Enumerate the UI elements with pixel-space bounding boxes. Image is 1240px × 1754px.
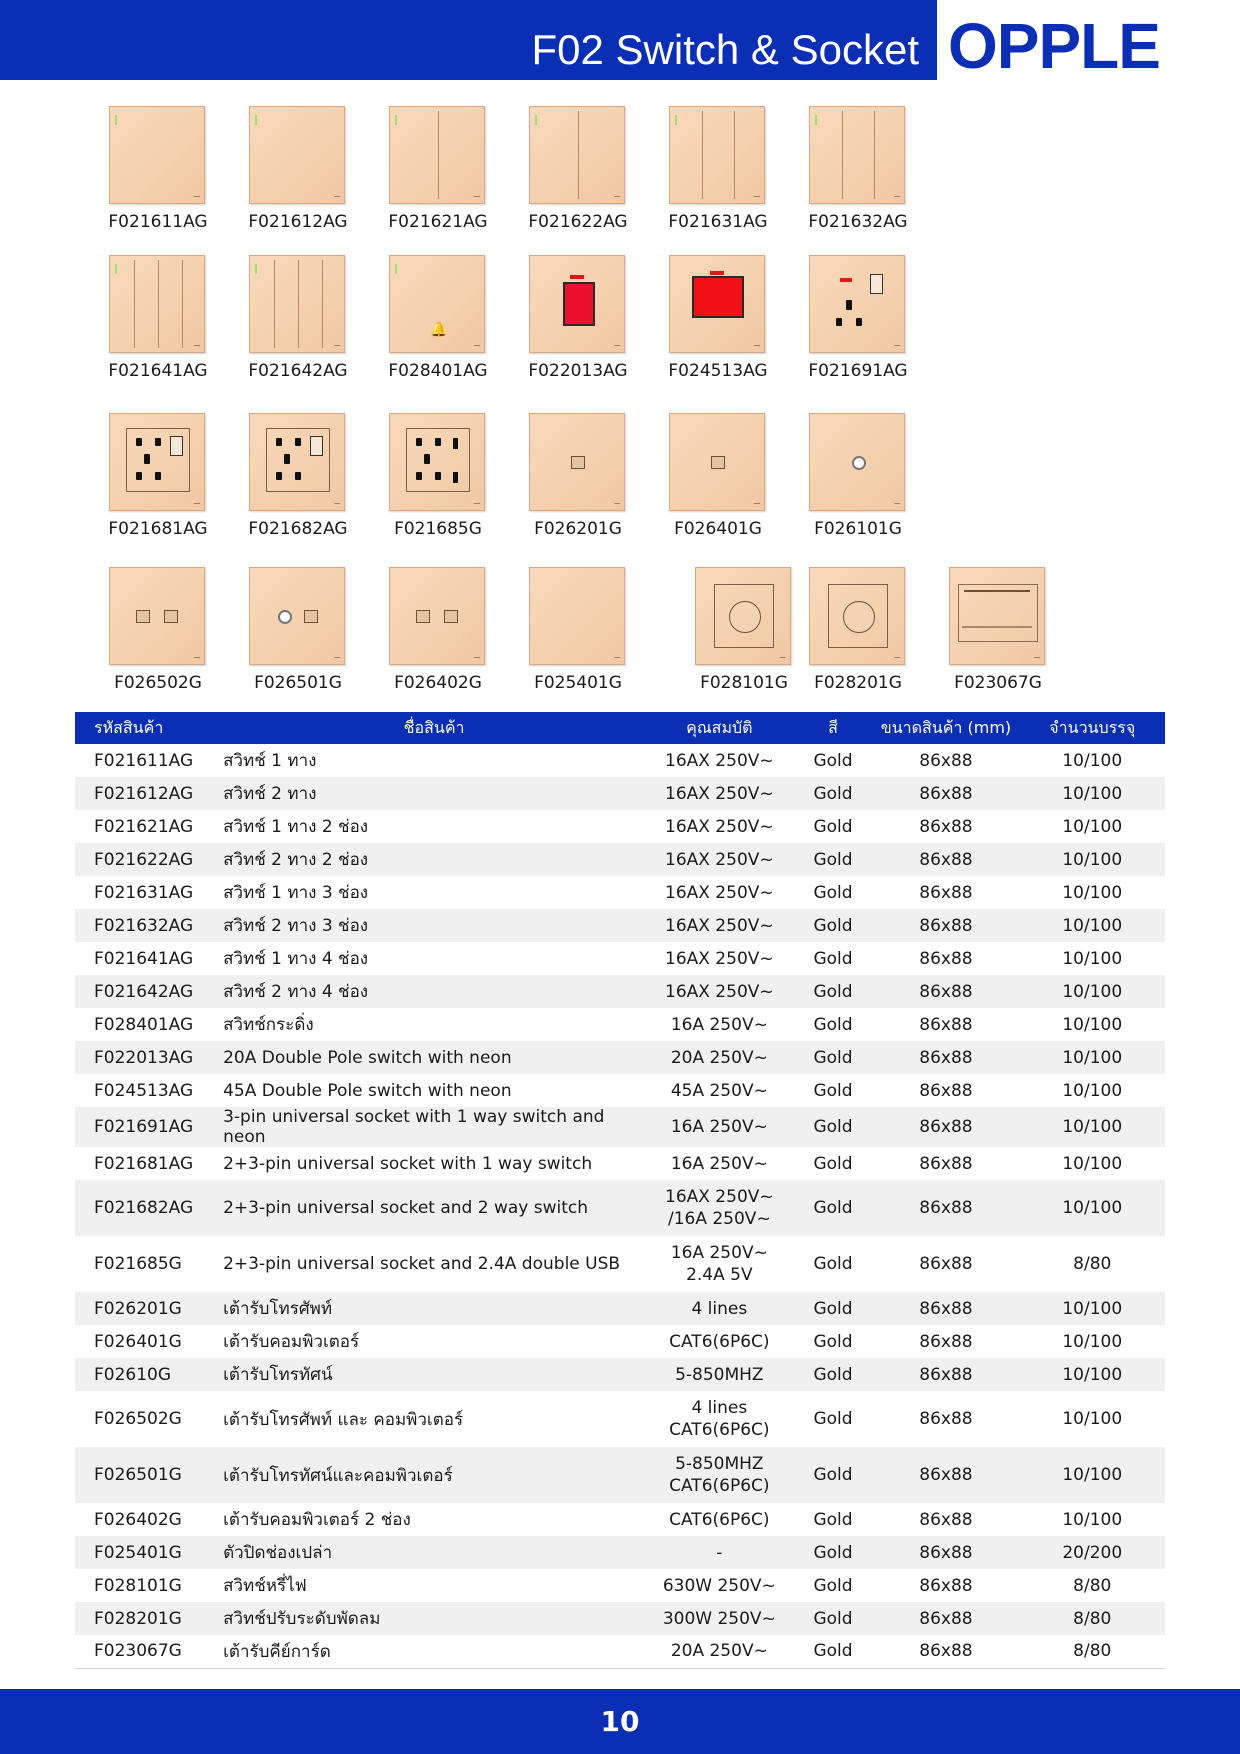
cell-pack: 8/80 <box>1073 1254 1112 1274</box>
cell-name: สวิทช์ 2 ทาง 4 ช่อง <box>223 975 645 1008</box>
table-row <box>75 1358 1165 1391</box>
cell-property <box>645 1447 794 1503</box>
cell-property: 16AX 250V~ <box>665 948 774 969</box>
cell-property-line: 5-850MHZ <box>675 1454 764 1474</box>
cell-property-line: 4 lines <box>691 1398 748 1418</box>
cell-property-line: CAT6(6P6C) <box>669 1476 770 1496</box>
header-pack: จำนวนบรรจุ <box>1020 712 1165 744</box>
table-row <box>75 777 1165 810</box>
product-code: F024513AG <box>668 361 768 381</box>
table-row <box>75 975 1165 1008</box>
table-row <box>75 1569 1165 1602</box>
cell-color: Gold <box>813 1254 853 1274</box>
cell-size: 86x88 <box>919 1575 973 1596</box>
product-code: F021611AG <box>108 212 208 232</box>
product-card <box>778 106 938 246</box>
header-code: รหัสสินค้า <box>75 712 223 744</box>
computer-jack-icon <box>669 413 765 511</box>
cell-pack: 10/100 <box>1020 1107 1165 1147</box>
cell-pack: 10/100 <box>1020 975 1165 1008</box>
universal-socket-usb-icon <box>389 413 485 511</box>
table-row <box>75 876 1165 909</box>
product-card <box>778 567 938 707</box>
cell-pack: 10/100 <box>1020 909 1165 942</box>
cell-property: 5-850MHZ <box>645 1358 794 1391</box>
cell-color: Gold <box>794 1041 873 1074</box>
universal-socket-switch-icon <box>249 413 345 511</box>
product-card <box>638 255 798 395</box>
cell-color: Gold <box>813 1575 853 1596</box>
product-card <box>78 567 238 707</box>
cell-pack: 10/100 <box>1062 1153 1123 1174</box>
cell-name: สวิทช์ 2 ทาง <box>223 777 645 810</box>
cell-color: Gold <box>794 1447 873 1503</box>
table-row <box>75 1391 1165 1447</box>
table-row <box>75 909 1165 942</box>
cell-pack: 10/100 <box>1020 1358 1165 1391</box>
cell-name: สวิทช์หรี่ไฟ <box>223 1576 307 1596</box>
cell-property: 16AX 250V~ <box>665 882 774 903</box>
cell-name: เต้ารับคีย์การ์ด <box>223 1635 645 1668</box>
table-row <box>75 942 1165 975</box>
cell-code: F026402G <box>94 1509 182 1530</box>
product-card <box>638 413 798 553</box>
cell-pack: 10/100 <box>1020 1041 1165 1074</box>
cell-name: 20A Double Pole switch with neon <box>223 1041 645 1074</box>
cell-property: 300W 250V~ <box>645 1602 794 1635</box>
cell-size: 86x88 <box>872 1180 1019 1236</box>
page-number: 10 <box>600 1705 640 1738</box>
cell-property-line: CAT6(6P6C) <box>669 1420 770 1440</box>
product-code: F028401AG <box>388 361 488 381</box>
cell-pack: 10/100 <box>1020 1180 1165 1236</box>
product-card <box>218 106 378 246</box>
cell-property-line: 16AX 250V~ <box>665 1187 774 1207</box>
header-size: ขนาดสินค้า (mm) <box>872 712 1019 744</box>
cell-property: CAT6(6P6C) <box>669 1509 770 1530</box>
cell-size: 86x88 <box>872 843 1019 876</box>
cell-pack: 10/100 <box>1062 1331 1123 1352</box>
product-code: F021691AG <box>808 361 908 381</box>
cell-color: Gold <box>813 750 853 771</box>
table-row <box>75 1292 1165 1325</box>
product-card <box>78 255 238 395</box>
cell-code: F021622AG <box>75 843 223 876</box>
cell-code: F023067G <box>75 1635 223 1668</box>
key-card-switch-icon <box>949 567 1045 665</box>
table-row <box>75 810 1165 843</box>
cell-size: 86x88 <box>872 1536 1019 1569</box>
cell-size: 86x88 <box>919 1509 973 1530</box>
product-code: F025401G <box>534 673 622 693</box>
cell-code: F021685G <box>94 1254 182 1274</box>
cell-pack: 10/100 <box>1062 816 1123 837</box>
cell-property: 16AX 250V~ <box>665 750 774 771</box>
table-row <box>75 1180 1165 1236</box>
cell-size: 86x88 <box>872 1292 1019 1325</box>
cell-color: Gold <box>794 1358 873 1391</box>
cell-size: 86x88 <box>872 1107 1019 1147</box>
cell-property: 16AX 250V~ <box>645 777 794 810</box>
cell-size: 86x88 <box>919 1014 973 1035</box>
universal-socket-switch-icon <box>109 413 205 511</box>
product-code: F026501G <box>254 673 342 693</box>
product-card <box>78 413 238 553</box>
cell-code: F026201G <box>75 1292 223 1325</box>
cell-color: Gold <box>813 948 853 969</box>
cell-color: Gold <box>813 1153 853 1174</box>
cell-name: 2+3-pin universal socket and 2.4A double USB <box>223 1254 621 1274</box>
cell-name: เต้ารับโทรทัศน์และคอมพิวเตอร์ <box>223 1447 645 1503</box>
cell-color: Gold <box>794 975 873 1008</box>
product-card <box>778 413 938 553</box>
cell-property: CAT6(6P6C) <box>669 1331 770 1352</box>
switch-2-gang-icon <box>389 106 485 204</box>
table-header-row <box>75 712 1165 744</box>
cell-size: 86x88 <box>919 948 973 969</box>
cell-name: 3-pin universal socket with 1 way switch and neon <box>223 1107 645 1147</box>
cell-color: Gold <box>813 1331 853 1352</box>
product-code: F021642AG <box>248 361 348 381</box>
cell-size: 86x88 <box>872 777 1019 810</box>
table-row <box>75 744 1165 777</box>
cell-code: F026502G <box>94 1409 182 1429</box>
cell-size: 86x88 <box>872 1447 1019 1503</box>
cell-color: Gold <box>794 1602 873 1635</box>
cell-code: F021612AG <box>75 777 223 810</box>
table-row <box>75 1447 1165 1503</box>
cell-color: Gold <box>813 1509 853 1530</box>
product-card <box>918 567 1078 707</box>
cell-property: 16AX 250V~ <box>645 975 794 1008</box>
cell-pack: 10/100 <box>1062 882 1123 903</box>
cell-size: 86x88 <box>919 1409 973 1429</box>
cell-code: F021632AG <box>75 909 223 942</box>
product-code: F021682AG <box>248 519 348 539</box>
cell-code: F021641AG <box>94 948 194 969</box>
header-color: สี <box>794 712 873 744</box>
cell-code: F021691AG <box>75 1107 223 1147</box>
cell-property: 630W 250V~ <box>662 1575 776 1596</box>
table-row <box>75 1147 1165 1180</box>
cell-name: สวิทช์ 1 ทาง 3 ช่อง <box>223 883 369 903</box>
cell-property: - <box>645 1536 794 1569</box>
product-code: F021681AG <box>108 519 208 539</box>
cell-name: สวิทช์ 1 ทาง 4 ช่อง <box>223 949 369 969</box>
switch-1-gang-icon <box>249 106 345 204</box>
table-row <box>75 1008 1165 1041</box>
product-code: F028201G <box>814 673 902 693</box>
cell-size: 86x88 <box>919 1254 973 1274</box>
cell-name: ตัวปิดช่องเปล่า <box>223 1536 645 1569</box>
product-code: F021631AG <box>668 212 768 232</box>
cell-code: F024513AG <box>94 1080 194 1101</box>
dimmer-knob-icon <box>695 567 791 665</box>
cell-size: 86x88 <box>872 1635 1019 1668</box>
cell-size: 86x88 <box>919 882 973 903</box>
cell-size: 86x88 <box>919 750 973 771</box>
cell-property: 20A 250V~ <box>645 1041 794 1074</box>
product-card <box>358 106 518 246</box>
tv-coax-icon <box>809 413 905 511</box>
cell-property <box>645 1180 794 1236</box>
cell-code: F021642AG <box>75 975 223 1008</box>
cell-property: 16A 250V~ <box>670 1153 768 1174</box>
cell-color: Gold <box>813 1409 853 1429</box>
product-code: F021621AG <box>388 212 488 232</box>
cell-color: Gold <box>813 1080 853 1101</box>
cell-property: 4 lines <box>645 1292 794 1325</box>
cell-code: F02610G <box>75 1358 223 1391</box>
cell-code: F028101G <box>94 1575 182 1596</box>
cell-size: 86x88 <box>872 1041 1019 1074</box>
product-code: F026502G <box>114 673 202 693</box>
table-row <box>75 1602 1165 1635</box>
page-title: F02 Switch & Socket <box>531 26 919 73</box>
double-pole-switch-icon <box>529 255 625 353</box>
product-card <box>358 255 518 395</box>
cell-code: F025401G <box>75 1536 223 1569</box>
product-gallery <box>0 0 1240 700</box>
cell-pack: 10/100 <box>1020 1447 1165 1503</box>
cell-property <box>645 1391 794 1447</box>
switch-1-gang-icon <box>109 106 205 204</box>
cell-code: F022013AG <box>75 1041 223 1074</box>
product-card <box>498 106 658 246</box>
product-code: F028101G <box>700 673 788 693</box>
spec-table <box>75 712 1165 1669</box>
cell-code: F021681AG <box>94 1153 194 1174</box>
cell-color: Gold <box>813 882 853 903</box>
cell-pack: 10/100 <box>1062 1014 1123 1035</box>
cell-pack: 10/100 <box>1020 777 1165 810</box>
cell-property: 16AX 250V~ <box>665 816 774 837</box>
cell-name: สวิทช์ 2 ทาง 2 ช่อง <box>223 843 645 876</box>
cell-color: Gold <box>794 1635 873 1668</box>
cell-name: 2+3-pin universal socket and 2 way switch <box>223 1180 645 1236</box>
cell-code: F026501G <box>75 1447 223 1503</box>
product-card <box>638 106 798 246</box>
product-card <box>218 413 378 553</box>
header-property: คุณสมบัติ <box>645 712 794 744</box>
cell-property: 16A 250V~ <box>670 1014 768 1035</box>
cell-color: Gold <box>794 843 873 876</box>
cell-color: Gold <box>794 1292 873 1325</box>
product-code: F026201G <box>534 519 622 539</box>
product-code: F021641AG <box>108 361 208 381</box>
cell-name: เต้ารับโทรศัพท์ <box>223 1292 645 1325</box>
double-pole-switch-large-icon <box>669 255 765 353</box>
cell-code: F028401AG <box>94 1014 194 1035</box>
table-row <box>75 1041 1165 1074</box>
table-row <box>75 1503 1165 1536</box>
cell-pack: 20/200 <box>1020 1536 1165 1569</box>
product-code: F021685G <box>394 519 482 539</box>
cell-property: 16AX 250V~ <box>645 909 794 942</box>
cell-property-line: /16A 250V~ <box>667 1209 771 1229</box>
cell-name: เต้ารับโทรศัพท์ และ คอมพิวเตอร์ <box>223 1409 464 1430</box>
switch-3-gang-icon <box>809 106 905 204</box>
table-row <box>75 1536 1165 1569</box>
cell-color: Gold <box>813 1014 853 1035</box>
cell-size: 86x88 <box>919 1153 973 1174</box>
cell-name: เต้ารับคอมพิวเตอร์ <box>223 1332 360 1352</box>
double-jack-icon <box>389 567 485 665</box>
cell-name: สวิทช์กระดิ่ง <box>223 1015 314 1035</box>
cell-property: 16A 250V~ <box>645 1107 794 1147</box>
cell-code: F021621AG <box>94 816 194 837</box>
table-body <box>75 744 1165 1668</box>
product-code: F026101G <box>814 519 902 539</box>
opple-logo: OPPLE <box>948 10 1160 82</box>
cell-size: 86x88 <box>872 1602 1019 1635</box>
product-code: F023067G <box>954 673 1042 693</box>
cell-color: Gold <box>794 1180 873 1236</box>
cell-code: F021682AG <box>75 1180 223 1236</box>
universal-socket-switch-neon-icon <box>809 255 905 353</box>
cell-name: สวิทช์ปรับระดับพัดลม <box>223 1602 645 1635</box>
product-card <box>498 567 658 707</box>
table-row <box>75 843 1165 876</box>
product-code: F021632AG <box>808 212 908 232</box>
cell-pack: 8/80 <box>1020 1602 1165 1635</box>
product-card <box>358 567 518 707</box>
cell-color: Gold <box>794 1536 873 1569</box>
table-row <box>75 1107 1165 1147</box>
cell-pack: 10/100 <box>1062 948 1123 969</box>
cell-name: เต้ารับคอมพิวเตอร์ 2 ช่อง <box>223 1510 411 1530</box>
cell-name: สวิทช์ 1 ทาง <box>223 751 317 771</box>
blank-plate-icon <box>529 567 625 665</box>
cell-pack: 10/100 <box>1062 1509 1123 1530</box>
product-code: F022013AG <box>528 361 628 381</box>
cell-pack: 10/100 <box>1062 1409 1123 1429</box>
switch-4-gang-icon <box>109 255 205 353</box>
cell-size: 86x88 <box>872 1358 1019 1391</box>
product-card <box>358 413 518 553</box>
cell-code: F021631AG <box>94 882 194 903</box>
fan-regulator-knob-icon <box>809 567 905 665</box>
cell-size: 86x88 <box>919 816 973 837</box>
cell-name: เต้ารับโทรทัศน์ <box>223 1358 645 1391</box>
bell-switch-icon: 🔔 <box>389 255 485 353</box>
cell-size: 86x88 <box>919 1331 973 1352</box>
cell-size: 86x88 <box>872 975 1019 1008</box>
cell-code: F021611AG <box>94 750 194 771</box>
product-card <box>218 255 378 395</box>
cell-name: สวิทช์ 2 ทาง 3 ช่อง <box>223 909 645 942</box>
cell-property: 45A 250V~ <box>670 1080 768 1101</box>
cell-property: 20A 250V~ <box>645 1635 794 1668</box>
double-jack-icon <box>109 567 205 665</box>
cell-pack: 10/100 <box>1062 1080 1123 1101</box>
table-row <box>75 1236 1165 1292</box>
cell-property-line: 2.4A 5V <box>686 1265 753 1285</box>
table-row <box>75 1074 1165 1107</box>
product-code: F026401G <box>674 519 762 539</box>
cell-color: Gold <box>813 816 853 837</box>
cell-name: 2+3-pin universal socket with 1 way switch <box>223 1153 593 1174</box>
switch-3-gang-icon <box>669 106 765 204</box>
cell-pack: 8/80 <box>1020 1635 1165 1668</box>
cell-size: 86x88 <box>919 1080 973 1101</box>
product-card <box>218 567 378 707</box>
cell-property: 16AX 250V~ <box>645 843 794 876</box>
cell-code: F028201G <box>75 1602 223 1635</box>
cell-pack: 10/100 <box>1020 1292 1165 1325</box>
cell-property <box>645 1236 794 1292</box>
header-name: ชื่อสินค้า <box>223 712 645 744</box>
cell-name: สวิทช์ 1 ทาง 2 ช่อง <box>223 817 369 837</box>
cell-name: 45A Double Pole switch with neon <box>223 1080 512 1101</box>
cell-size: 86x88 <box>872 909 1019 942</box>
switch-4-gang-icon <box>249 255 345 353</box>
product-code: F021612AG <box>248 212 348 232</box>
cell-color: Gold <box>794 1107 873 1147</box>
product-code: F021622AG <box>528 212 628 232</box>
product-card <box>778 255 938 395</box>
product-card <box>78 106 238 246</box>
product-code: F026402G <box>394 673 482 693</box>
product-card <box>498 413 658 553</box>
table-row <box>75 1635 1165 1668</box>
telephone-jack-icon <box>529 413 625 511</box>
table-row <box>75 1325 1165 1358</box>
tv-computer-jack-icon <box>249 567 345 665</box>
cell-color: Gold <box>794 777 873 810</box>
cell-pack: 8/80 <box>1073 1575 1112 1596</box>
cell-code: F026401G <box>94 1331 182 1352</box>
footer-bar <box>0 1689 1240 1754</box>
product-card <box>498 255 658 395</box>
cell-property-line: 16A 250V~ <box>670 1243 768 1263</box>
cell-pack: 10/100 <box>1062 750 1123 771</box>
cell-pack: 10/100 <box>1020 843 1165 876</box>
switch-2-gang-icon <box>529 106 625 204</box>
cell-color: Gold <box>794 909 873 942</box>
